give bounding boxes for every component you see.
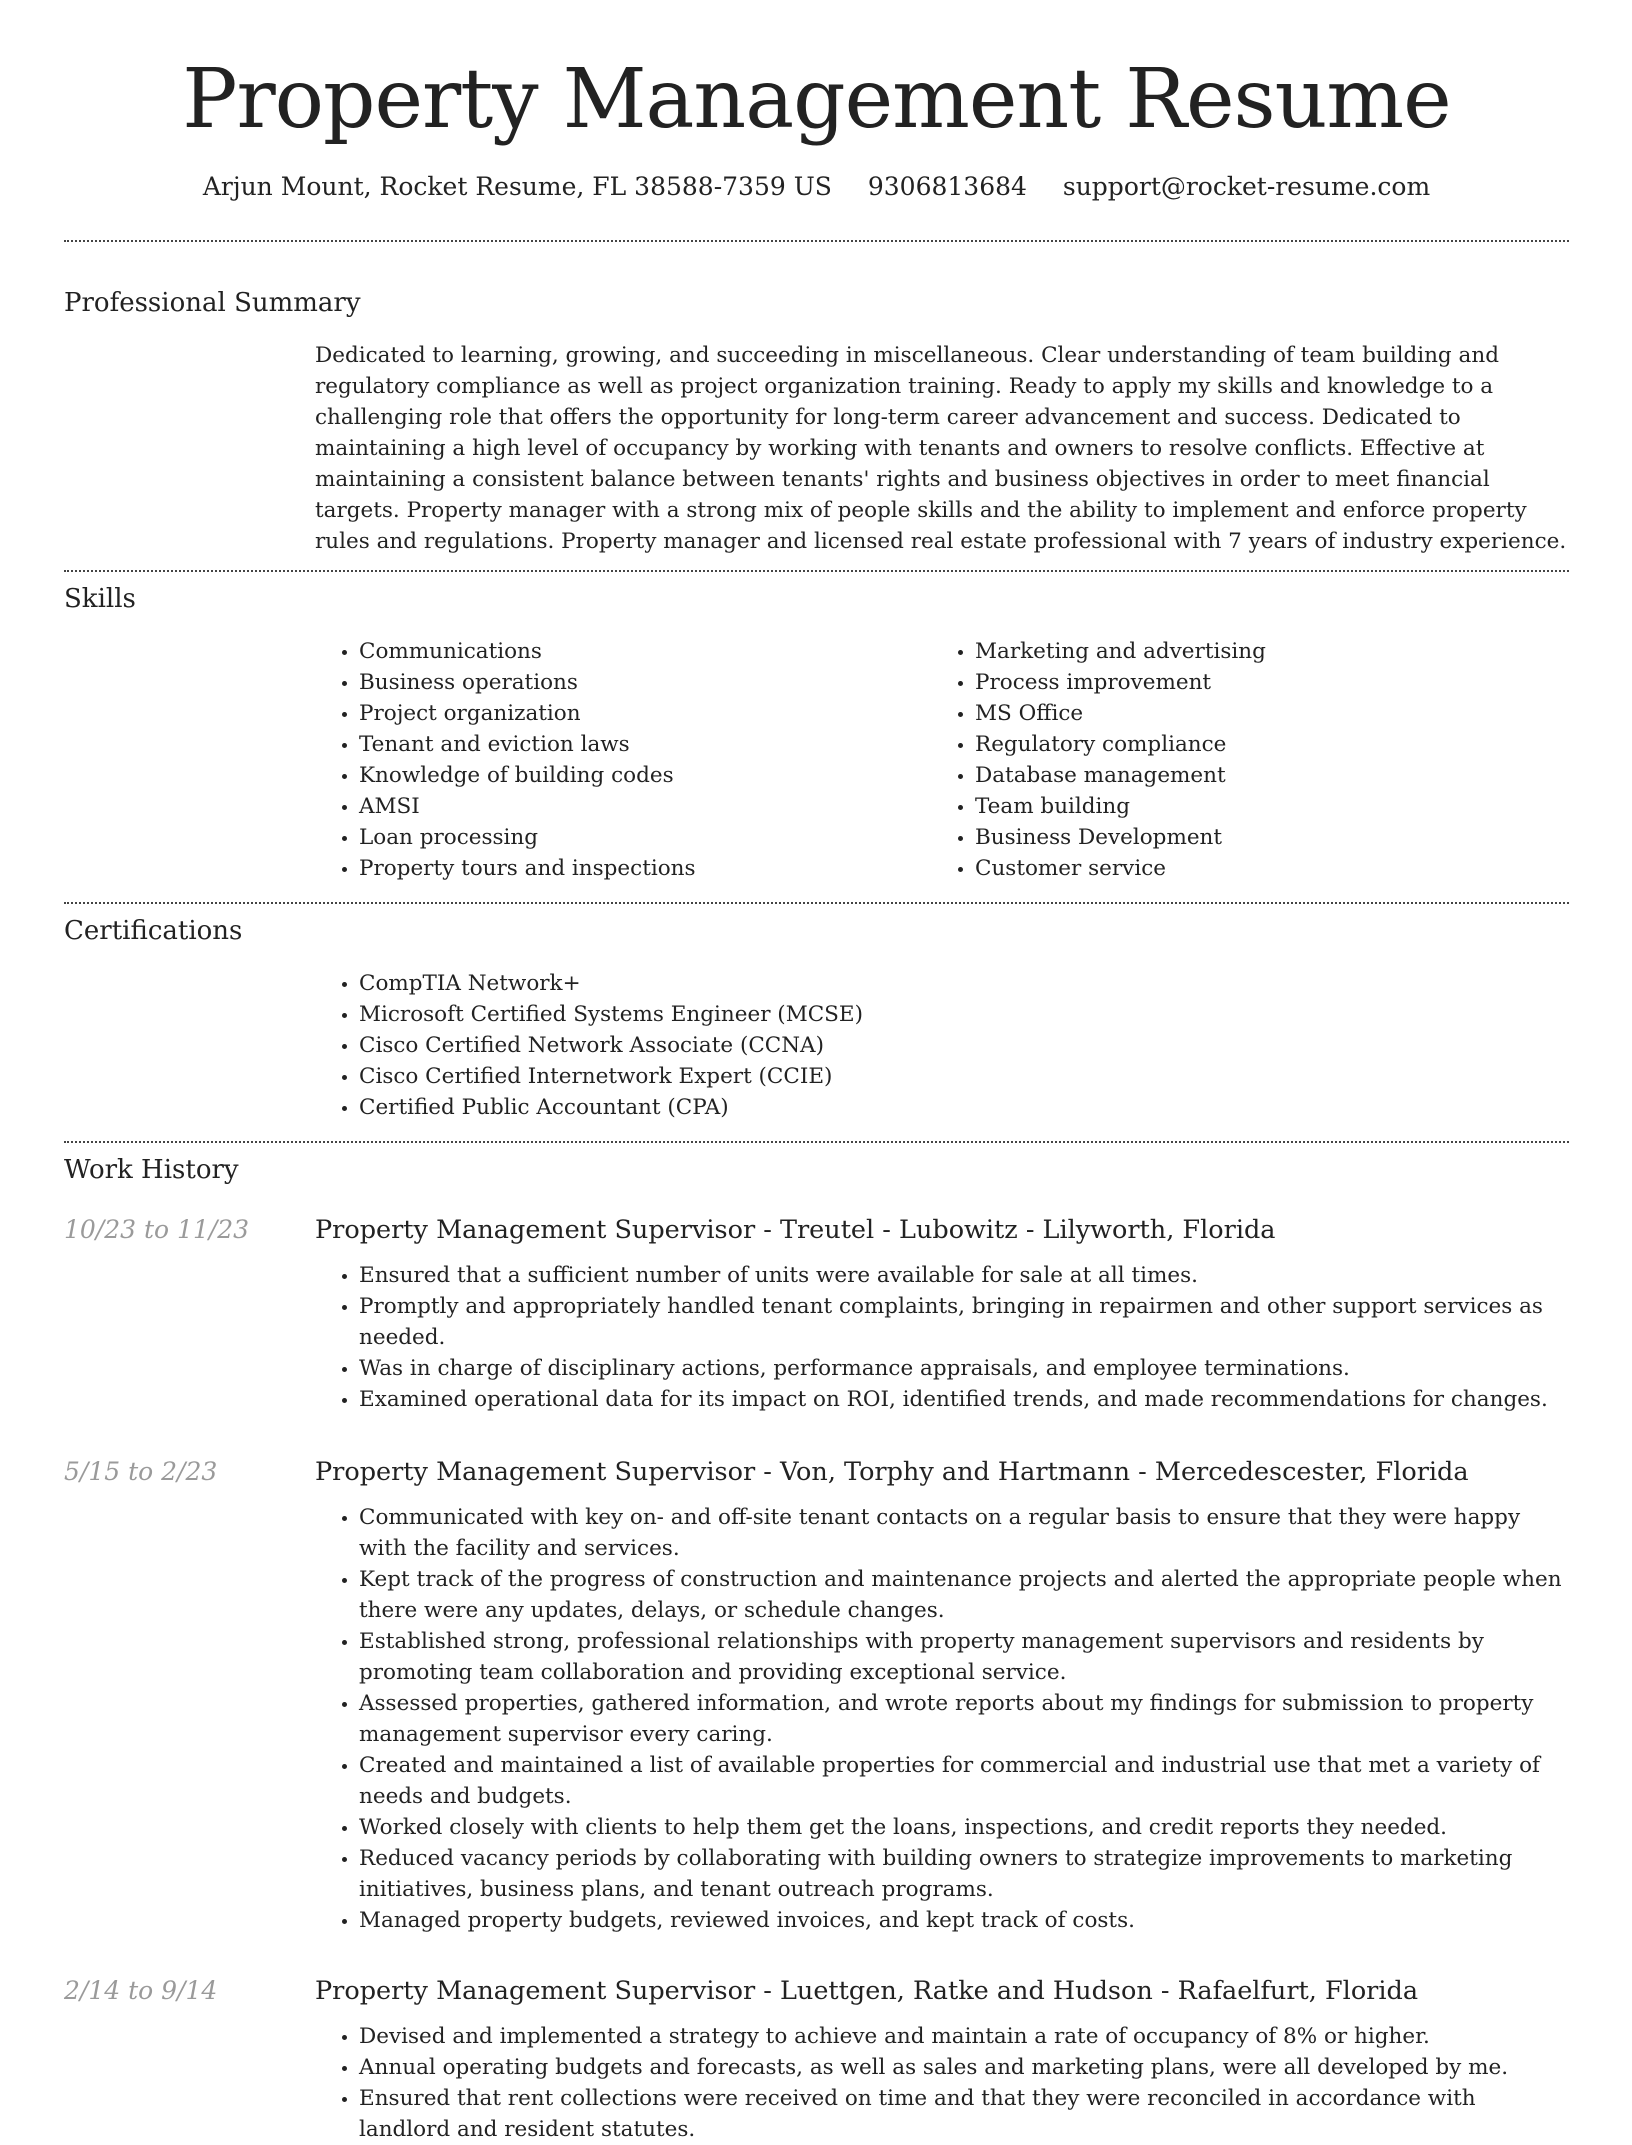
resume-page xyxy=(64,0,1569,2145)
contact-phone: 9306813684 xyxy=(867,172,1027,201)
summary-heading: Professional Summary xyxy=(64,288,361,318)
contact-line xyxy=(64,170,1569,204)
job-bullets xyxy=(315,1260,1569,1415)
job-title: Property Management Supervisor - Treutel - Lubowitz - Lilyworth, Florida xyxy=(315,1215,1276,1245)
job-entry xyxy=(64,1213,1569,1415)
job-bullet: • Managed property budgets, reviewed invoices, and kept track of costs. xyxy=(359,1905,1569,1936)
skill-item: • Marketing and advertising xyxy=(975,636,1547,667)
divider xyxy=(64,570,1569,572)
job-dates: 10/23 to 11/23 xyxy=(64,1215,250,1244)
job-bullet: • Ensured that rent collections were received on time and that they were reconciled in accordance with landlord and resident statutes. xyxy=(359,2083,1569,2145)
job-bullets xyxy=(315,2021,1569,2145)
job-bullet: • Reduced vacancy periods by collaborating with building owners to strategize improvements to marketing initiatives, business plans, and tenant outreach programs. xyxy=(359,1843,1569,1905)
job-bullet: • Kept track of the progress of construction and maintenance projects and alerted the appropriate people when there were any updates, delays, or schedule changes. xyxy=(359,1564,1569,1626)
job-bullet: • Was in charge of disciplinary actions, performance appraisals, and employee terminations. xyxy=(359,1353,1569,1384)
job-header xyxy=(64,1213,1569,1247)
summary-section xyxy=(64,286,1569,557)
certification-item: • Microsoft Certified Systems Engineer (MCSE) xyxy=(359,999,1569,1030)
job-bullet: • Ensured that a sufficient number of units were available for sale at all times. xyxy=(359,1260,1569,1291)
job-bullet: • Examined operational data for its impact on ROI, identified trends, and made recommendations for changes. xyxy=(359,1384,1569,1415)
skill-item: • Property tours and inspections xyxy=(359,853,931,884)
divider xyxy=(64,902,1569,904)
skill-item: • Customer service xyxy=(975,853,1547,884)
skill-item: • Business operations xyxy=(359,667,931,698)
job-dates: 2/14 to 9/14 xyxy=(64,1976,218,2005)
job-bullet: • Communicated with key on- and off-site tenant contacts on a regular basis to ensure that they were happy with the facility and services. xyxy=(359,1502,1569,1564)
certification-item: • Cisco Certified Internetwork Expert (CCIE) xyxy=(359,1061,1569,1092)
skill-item: • Tenant and eviction laws xyxy=(359,729,931,760)
skill-item: • MS Office xyxy=(975,698,1547,729)
contact-email: support@rocket-resume.com xyxy=(1062,172,1431,201)
skill-item: • Team building xyxy=(975,791,1547,822)
skill-item: • Business Development xyxy=(975,822,1547,853)
certification-item: • Certified Public Accountant (CPA) xyxy=(359,1092,1569,1123)
job-bullet: • Worked closely with clients to help them get the loans, inspections, and credit reports they needed. xyxy=(359,1812,1569,1843)
job-title: Property Management Supervisor - Luettgen, Ratke and Hudson - Rafaelfurt, Florida xyxy=(315,1976,1419,2006)
job-bullet: • Promptly and appropriately handled tenant complaints, bringing in repairmen and other support services as needed. xyxy=(359,1291,1569,1353)
job-bullet: • Created and maintained a list of available properties for commercial and industrial use that met a variety of needs and budgets. xyxy=(359,1750,1569,1812)
job-bullet: • Established strong, professional relationships with property management supervisors and residents by promoting team collaboration and providing exceptional service. xyxy=(359,1626,1569,1688)
skills-section xyxy=(64,582,1569,884)
job-header xyxy=(64,1974,1569,2008)
job-bullet: • Devised and implemented a strategy to achieve and maintain a rate of occupancy of 8% or higher. xyxy=(359,2021,1569,2052)
job-header xyxy=(64,1455,1569,1489)
divider xyxy=(64,240,1569,242)
job-list xyxy=(64,1213,1569,2145)
skills-heading: Skills xyxy=(64,584,136,614)
job-bullet: • Assessed properties, gathered information, and wrote reports about my findings for submission to property management supervisor every caring. xyxy=(359,1688,1569,1750)
skill-item: • Project organization xyxy=(359,698,931,729)
job-entry xyxy=(64,1974,1569,2145)
work-history-section xyxy=(64,1153,1569,2145)
skill-item: • Database management xyxy=(975,760,1547,791)
divider xyxy=(64,1141,1569,1143)
skill-item: • AMSI xyxy=(359,791,931,822)
skill-item: • Communications xyxy=(359,636,931,667)
job-bullets xyxy=(315,1502,1569,1936)
job-bullet: • Annual operating budgets and forecasts, as well as sales and marketing plans, were all developed by me. xyxy=(359,2052,1569,2083)
certifications-section xyxy=(64,914,1569,1123)
skills-column-left xyxy=(315,636,931,884)
job-dates: 5/15 to 2/23 xyxy=(64,1457,218,1486)
job-entry xyxy=(64,1455,1569,1936)
skill-item: • Regulatory compliance xyxy=(975,729,1547,760)
certification-item: • CompTIA Network+ xyxy=(359,968,1569,999)
resume-title: Property Management Resume xyxy=(182,52,1451,147)
skill-item: • Loan processing xyxy=(359,822,931,853)
certifications-heading: Certifications xyxy=(64,916,243,946)
contact-address: Arjun Mount, Rocket Resume, FL 38588-7359 US xyxy=(202,172,832,201)
skill-item: • Process improvement xyxy=(975,667,1547,698)
certification-item: • Cisco Certified Network Associate (CCNA) xyxy=(359,1030,1569,1061)
skill-item: • Knowledge of building codes xyxy=(359,760,931,791)
job-title: Property Management Supervisor - Von, Torphy and Hartmann - Mercedescester, Florida xyxy=(315,1457,1469,1487)
summary-text: Dedicated to learning, growing, and succeeding in miscellaneous. Clear understanding of team building and regulatory compliance as well as project organization training. Ready to apply my skills and knowledge to a challenging role that offers the opportunity for long-term career advancement and success. Dedicated to maintaining a high level of occupancy by working with tenants and owners to resolve conflicts. Effective at maintaining a consistent balance between tenants' rights and business objectives in order to meet financial targets. Property manager with a strong mix of people skills and the ability to implement and enforce property rules and regulations. Property manager and licensed real estate professional with 7 years of industry experience. xyxy=(315,343,1567,554)
work-history-heading: Work History xyxy=(64,1155,239,1185)
skills-column-right xyxy=(931,636,1547,884)
